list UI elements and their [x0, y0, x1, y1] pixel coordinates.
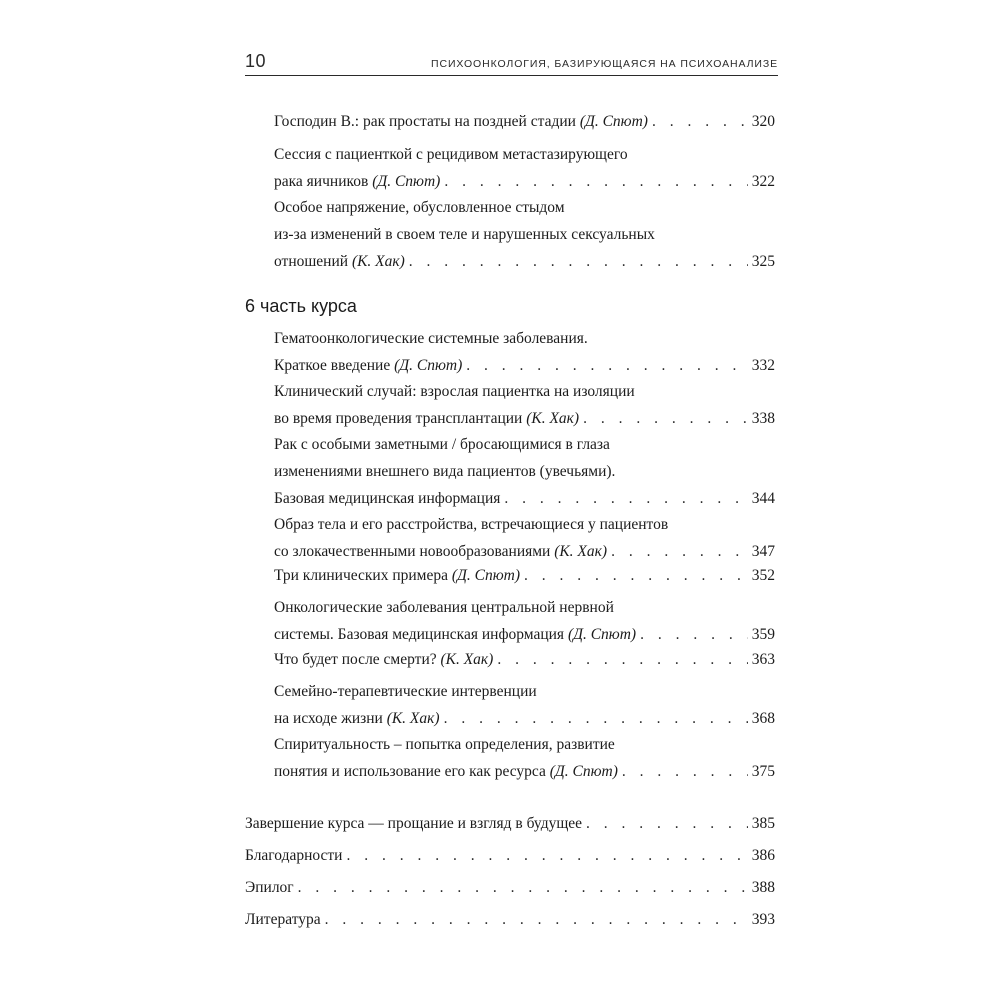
entry-page: 344	[751, 490, 775, 507]
running-title: ПСИХООНКОЛОГИЯ, БАЗИРУЮЩАЯСЯ НА ПСИХОАНАЛИЗЕ	[431, 58, 778, 70]
dot-leader	[325, 906, 748, 933]
toc-entry-line	[245, 842, 775, 869]
toc-entry[interactable]	[245, 842, 775, 869]
entry-title-line: Гематоонкологические системные заболевания.	[274, 330, 588, 347]
entry-page: 375	[751, 763, 775, 780]
toc-entry[interactable]	[274, 108, 775, 135]
dot-leader	[640, 621, 748, 648]
toc-entry-line	[274, 405, 775, 432]
entry-title-line: из-за изменений в своем теле и нарушенных сексуальных	[274, 226, 655, 243]
entry-author: (К. Хак)	[351, 253, 405, 270]
entry-title-line: Онкологические заболевания центральной нервной	[274, 599, 614, 616]
dot-leader	[504, 485, 747, 512]
toc-entry-line	[274, 562, 775, 589]
entry-title: системы. Базовая медицинская информация	[274, 626, 565, 643]
toc-entry[interactable]	[274, 562, 775, 589]
toc-entry-line	[274, 705, 775, 732]
dot-leader	[409, 248, 748, 275]
toc-entry-line	[274, 248, 775, 275]
entry-title-line: изменениями внешнего вида пациентов (увечьями).	[274, 463, 616, 480]
entry-page: 347	[751, 543, 775, 560]
toc-entry[interactable]	[274, 646, 775, 673]
entry-title: на исходе жизни	[274, 710, 383, 727]
dot-leader	[346, 842, 747, 869]
toc-entry-line	[274, 168, 775, 195]
entry-author: (Д. Спют)	[579, 113, 648, 130]
section-heading: 6 часть курса	[245, 296, 357, 316]
entry-page: 359	[751, 626, 775, 643]
toc-entry[interactable]	[245, 810, 775, 837]
toc-entry[interactable]	[274, 378, 775, 432]
dot-leader	[444, 705, 748, 732]
entry-author: (К. Хак)	[440, 651, 494, 668]
entry-title: Благодарности	[245, 847, 343, 864]
entry-author: (К. Хак)	[526, 410, 580, 427]
entry-author: (Д. Спют)	[549, 763, 618, 780]
toc-entry[interactable]	[274, 194, 775, 275]
toc-entry[interactable]	[245, 874, 775, 901]
entry-title-line: Особое напряжение, обусловленное стыдом	[274, 199, 565, 216]
toc-entry[interactable]	[274, 511, 775, 565]
entry-title: Что будет после смерти?	[274, 651, 437, 668]
dot-leader	[622, 758, 748, 785]
entry-page: 386	[751, 847, 775, 864]
toc-entry-line	[274, 538, 775, 565]
dot-leader	[298, 874, 748, 901]
toc-entry-line	[245, 810, 775, 837]
entry-title: Три клинических примера	[274, 567, 448, 584]
dot-leader	[583, 405, 748, 432]
entry-title: Господин В.: рак простаты на поздней стадии	[274, 113, 576, 130]
entry-title: Базовая медицинская информация	[274, 490, 501, 507]
dot-leader	[466, 352, 747, 379]
entry-page: 393	[751, 911, 775, 928]
entry-page: 332	[751, 357, 775, 374]
entry-title-line: Рак с особыми заметными / бросающимися в глаза	[274, 436, 610, 453]
entry-page: 388	[751, 879, 775, 896]
toc-entry-line	[274, 108, 775, 135]
entry-author: (Д. Спют)	[567, 626, 637, 643]
dot-leader	[652, 108, 748, 135]
entry-page: 338	[751, 410, 775, 427]
toc-entry-line	[274, 758, 775, 785]
entry-title: Эпилог	[245, 879, 294, 896]
running-header	[245, 53, 778, 76]
entry-page: 385	[751, 815, 775, 832]
entry-page: 368	[751, 710, 775, 727]
toc-entry[interactable]	[274, 325, 775, 379]
dot-leader	[586, 810, 748, 837]
entry-title: отношений	[274, 253, 349, 270]
dot-leader	[611, 538, 748, 565]
toc-entry[interactable]	[274, 678, 775, 732]
page-number: 10	[245, 51, 267, 71]
entry-author: (Д. Спют)	[394, 357, 463, 374]
toc-entry-line	[274, 646, 775, 673]
entry-title: понятия и использование его как ресурса	[274, 763, 546, 780]
toc-entry-line	[274, 485, 775, 512]
dot-leader	[444, 168, 747, 195]
entry-page: 320	[751, 113, 775, 130]
entry-title: со злокачественными новообразованиями	[274, 543, 551, 560]
dot-leader	[524, 562, 748, 589]
entry-title-line: Образ тела и его расстройства, встречающиеся у пациентов	[274, 516, 669, 533]
toc-entry-line	[274, 352, 775, 379]
entry-title: Литература	[245, 911, 321, 928]
toc-entry[interactable]	[274, 731, 775, 785]
entry-author: (Д. Спют)	[372, 173, 441, 190]
dot-leader	[497, 646, 747, 673]
toc-entry[interactable]	[274, 431, 775, 512]
entry-title: Завершение курса — прощание и взгляд в будущее	[245, 815, 583, 832]
entry-title: во время проведения трансплантации	[274, 410, 523, 427]
entry-page: 322	[751, 173, 775, 190]
entry-author: (Д. Спют)	[451, 567, 521, 584]
entry-page: 352	[751, 567, 775, 584]
entry-page: 325	[751, 253, 775, 270]
entry-title: Краткое введение	[274, 357, 391, 374]
toc-entry-line	[245, 874, 775, 901]
toc-entry[interactable]	[274, 594, 775, 648]
entry-title: рака яичников	[274, 173, 369, 190]
entry-title-line: Сессия с пациенткой с рецидивом метастазирующего	[274, 146, 628, 163]
entry-page: 363	[751, 651, 775, 668]
toc-entry-line	[245, 906, 775, 933]
entry-title-line: Спиритуальность – попытка определения, развитие	[274, 736, 615, 753]
entry-title-line: Клинический случай: взрослая пациентка на изоляции	[274, 383, 635, 400]
toc-entry[interactable]	[274, 141, 775, 195]
entry-author: (К. Хак)	[554, 543, 608, 560]
toc-entry-line	[274, 621, 775, 648]
toc-entry[interactable]	[245, 906, 775, 933]
entry-title-line: Семейно-терапевтические интервенции	[274, 683, 537, 700]
entry-author: (К. Хак)	[386, 710, 440, 727]
